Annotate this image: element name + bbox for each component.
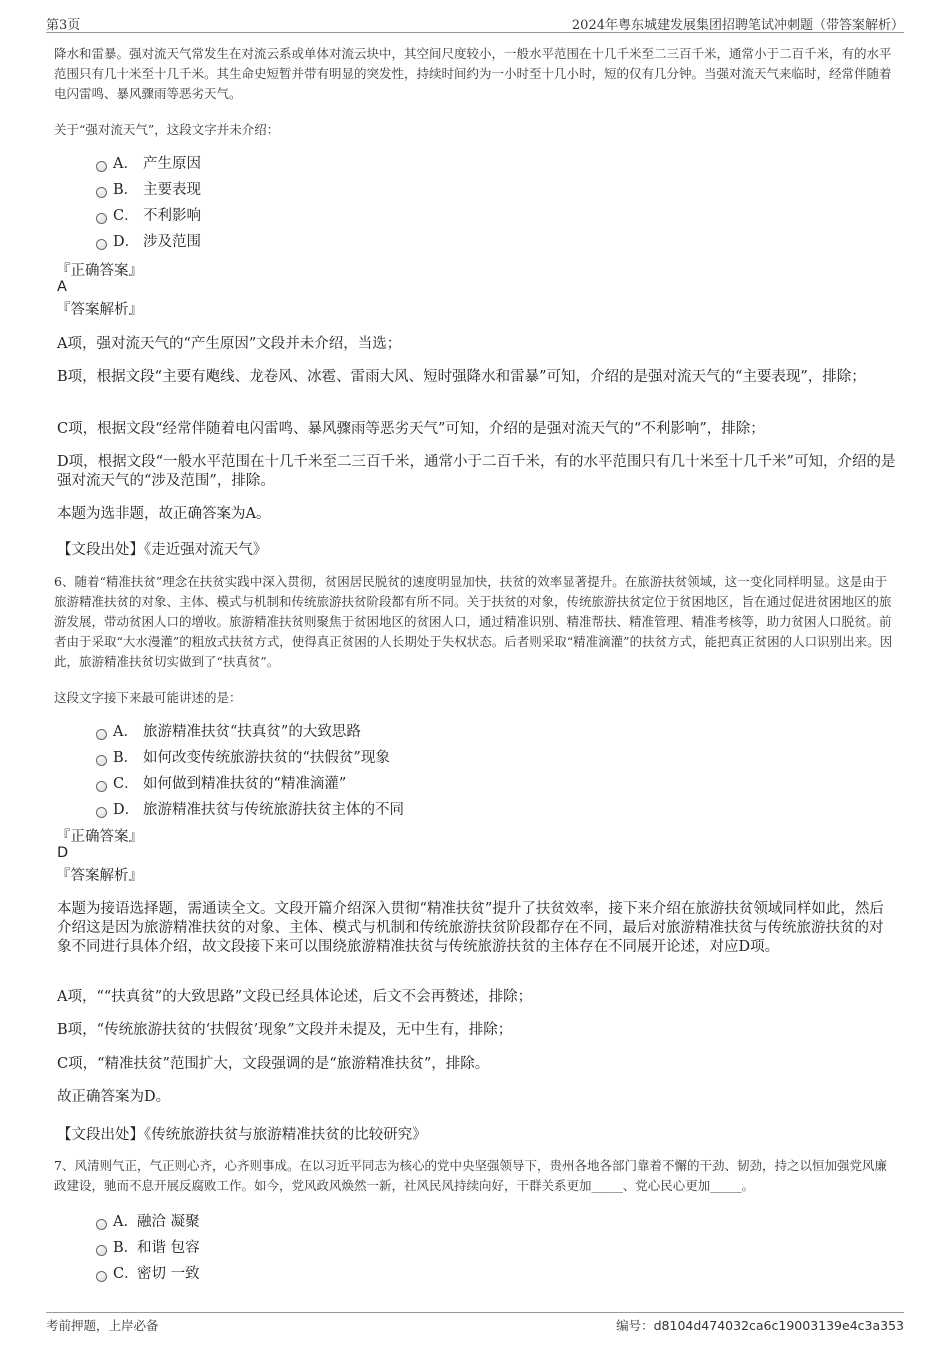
q6-answer-label: 『正确答案』 bbox=[56, 829, 143, 845]
q5-conclusion: 本题为选非题，故正确答案为A。 bbox=[57, 506, 271, 522]
q5-explanation-c: C项，根据文段“经常伴随着电闪雷鸣、暴风骤雨等恶劣天气”可知，介绍的是强对流天气的“不利影响”，排除； bbox=[57, 421, 765, 437]
q7-option-b[interactable]: B．和谐 包容 bbox=[96, 1238, 200, 1258]
q6-option-c[interactable]: C． 如何做到精准扶贫的“精准滴灌” bbox=[96, 774, 346, 794]
page-footer bbox=[46, 1312, 904, 1337]
q5-option-c[interactable]: C． 不利影响 bbox=[96, 206, 201, 226]
radio-icon[interactable] bbox=[96, 755, 107, 766]
radio-icon[interactable] bbox=[96, 187, 107, 198]
page-number: 第3页 bbox=[46, 18, 81, 33]
q7-passage: 7、风清则气正，气正则心齐，心齐则事成。在以习近平同志为核心的党中央坚强领导下，贵州各地各部门靠着不懈的干劲、韧劲，持之以恒加强党风廉政建设，驰而不息开展反腐败工作。如今，党风政风焕然一新，社风民风持续向好，干群关系更加_____、党心民心更加_____。 bbox=[54, 1158, 887, 1193]
q5-stem: 关于“强对流天气”，这段文字并未介绍： bbox=[54, 122, 280, 137]
q6-explanation-a: A项，““扶真贫”的大致思路”文段已经具体论述，后文不会再赘述，排除； bbox=[57, 989, 533, 1005]
q6-explanation-b: B项，“传统旅游扶贫的‘扶假贫’现象”文段并未提及，无中生有，排除； bbox=[57, 1022, 513, 1038]
q7-option-c[interactable]: C．密切 一致 bbox=[96, 1264, 200, 1284]
q5-explanation-d: D项，根据文段“一般水平范围在十几千米至二三百千米，通常小于二百千米，有的水平范围只有几十米至十几千米”可知，介绍的是强对流天气的“涉及范围”，排除。 bbox=[57, 454, 896, 489]
document-title: 2024年粤东城建发展集团招聘笔试冲刺题（带答案解析） bbox=[571, 18, 904, 33]
q5-analysis-label: 『答案解析』 bbox=[56, 302, 143, 318]
q5-option-b[interactable]: B． 主要表现 bbox=[96, 180, 201, 200]
q5-source: 【文段出处】《走近强对流天气》 bbox=[57, 542, 268, 558]
q5-option-d[interactable]: D． 涉及范围 bbox=[96, 232, 201, 252]
q5-answer-label: 『正确答案』 bbox=[56, 263, 143, 279]
radio-icon[interactable] bbox=[96, 213, 107, 224]
q6-option-b[interactable]: B． 如何改变传统旅游扶贫的“扶假贫”现象 bbox=[96, 748, 390, 768]
footer-code: 编号：d8104d474032ca6c19003139e4c3a353 bbox=[616, 1318, 904, 1333]
q5-explanation-b: B项，根据文段“主要有飑线、龙卷风、冰雹、雷雨大风、短时强降水和雷暴”可知，介绍的是强对流天气的“主要表现”，排除； bbox=[57, 369, 866, 385]
radio-icon[interactable] bbox=[96, 1271, 107, 1282]
radio-icon[interactable] bbox=[96, 1219, 107, 1230]
radio-icon[interactable] bbox=[96, 239, 107, 250]
footer-slogan: 考前押题，上岸必备 bbox=[46, 1318, 159, 1333]
q6-answer: D bbox=[57, 845, 69, 861]
q5-passage: 降水和雷暴。强对流天气常发生在对流云系或单体对流云块中，其空间尺度较小，一般水平范围在十几千米至二三百千米，通常小于二百千米，有的水平范围只有几十米至十几千米。其生命史短暂并带有明显的突发性，持续时间约为一小时至十几小时，短的仅有几分钟。当强对流天气来临时，经常伴随着电闪雷鸣、暴风骤雨等恶劣天气。 bbox=[54, 46, 892, 101]
q6-stem: 这段文字接下来最可能讲述的是： bbox=[54, 690, 242, 705]
radio-icon[interactable] bbox=[96, 161, 107, 172]
radio-icon[interactable] bbox=[96, 781, 107, 792]
radio-icon[interactable] bbox=[96, 807, 107, 818]
q6-passage: 6、随着“精准扶贫”理念在扶贫实践中深入贯彻，贫困居民脱贫的速度明显加快，扶贫的效率显著提升。在旅游扶贫领域，这一变化同样明显。这是由于旅游精准扶贫的对象、主体、模式与机制和传统旅游扶贫阶段都有所不同。关于扶贫的对象，传统旅游扶贫定位于贫困地区，旨在通过促进贫困地区的旅游发展，带动贫困人口的增收。旅游精准扶贫则聚焦于贫困地区的贫困人口，通过精准识别、精准帮扶、精准管理、精准考核等，助力贫困人口脱贫。前者由于采取“大水漫灌”的粗放式扶贫方式，使得真正贫困的人长期处于失权状态。后者则采取“精准滴灌”的扶贫方式，能把真正贫困的人口识别出来。因此，旅游精准扶贫切实做到了“扶真贫”。 bbox=[54, 574, 893, 669]
q5-option-a[interactable]: A． 产生原因 bbox=[96, 154, 201, 174]
q6-source: 【文段出处】《传统旅游扶贫与旅游精准扶贫的比较研究》 bbox=[57, 1127, 427, 1143]
q7-option-a[interactable]: A．融洽 凝聚 bbox=[96, 1212, 200, 1232]
q5-answer: A bbox=[57, 279, 67, 295]
q6-analysis-label: 『答案解析』 bbox=[56, 868, 143, 884]
q6-explanation-c: C项，“精准扶贫”范围扩大，文段强调的是“旅游精准扶贫”，排除。 bbox=[57, 1056, 490, 1072]
radio-icon[interactable] bbox=[96, 729, 107, 740]
q6-option-d[interactable]: D． 旅游精准扶贫与传统旅游扶贫主体的不同 bbox=[96, 800, 404, 820]
q6-explanation-main: 本题为接语选择题，需通读全文。文段开篇介绍深入贯彻“精准扶贫”提升了扶贫效率，接下来介绍在旅游扶贫领域同样如此，然后介绍这是因为旅游精准扶贫的对象、主体、模式与机制和传统旅游扶贫阶段都存在不同，最后对旅游精准扶贫与传统旅游扶贫的对象不同进行具体介绍，故文段接下来可以围绕旅游精准扶贫与传统旅游扶贫的主体存在不同展开论述，对应D项。 bbox=[57, 901, 884, 955]
q6-option-a[interactable]: A． 旅游精准扶贫“扶真贫”的大致思路 bbox=[96, 722, 361, 742]
radio-icon[interactable] bbox=[96, 1245, 107, 1256]
q6-conclusion: 故正确答案为D。 bbox=[57, 1089, 171, 1105]
q5-explanation-a: A项，强对流天气的“产生原因”文段并未介绍，当选； bbox=[57, 336, 402, 352]
page-header bbox=[46, 12, 904, 33]
